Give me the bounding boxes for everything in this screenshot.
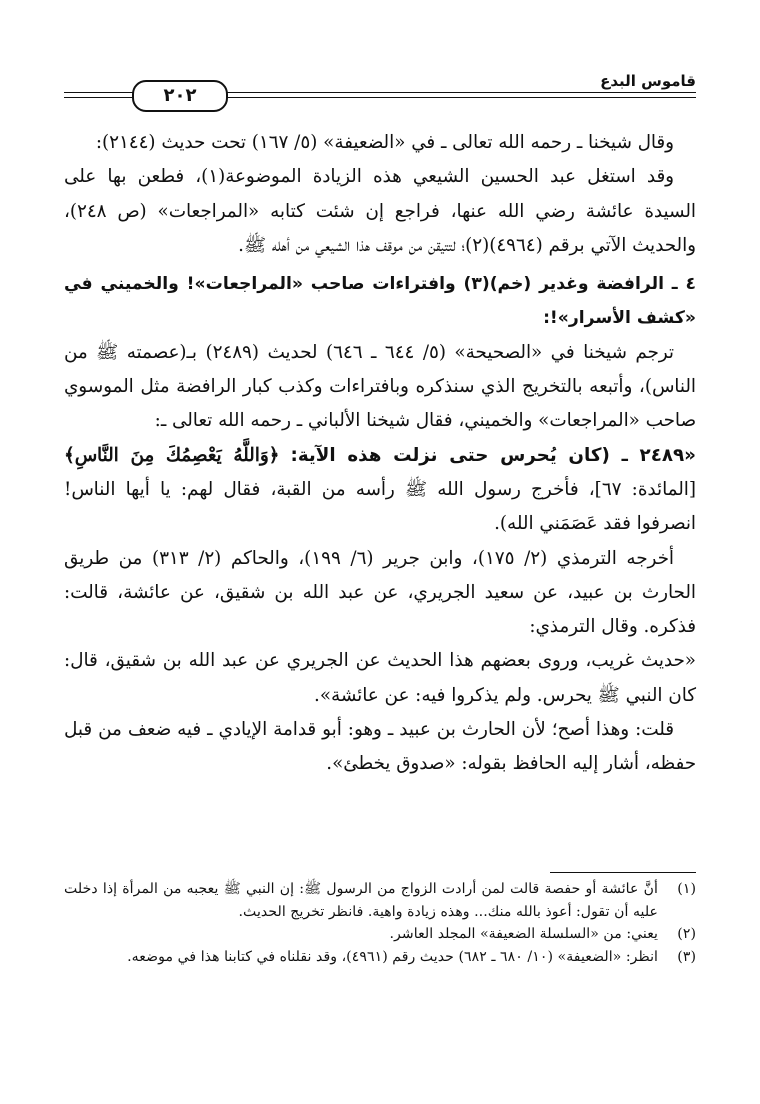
- section-heading: ٤ ـ الرافضة وغدير (خم)(٣) وافتراءات صاحب «المراجعات»! والخميني في «كشف الأسرار»!:: [64, 274, 697, 329]
- quote-paragraph: «حديث غريب، وروى بعضهم هذا الحديث عن الجريري عن عبد الله بن شقيق، قال: كان النبي ﷺ يحرس. ولم يذكروا فيه: عن عائشة».: [64, 650, 696, 706]
- footnote: [64, 923, 696, 946]
- quran-verse: ﴿وَاللَّهُ يَعْصِمُكَ مِنَ النَّاسِ﴾: [64, 444, 280, 466]
- footnote-number: (٢): [677, 926, 696, 942]
- footnote-number: (٣): [677, 948, 696, 965]
- paragraph: ترجم شيخنا في «الصحيحة» (٥/ ٦٤٤ ـ ٦٤٦) لحديث (٢٤٨٩) بـ(عصمته ﷺ من الناس)، وأتبعه بالتخريج الذي سنذكره وبافتراءات وكذب كبار الرافضة مثل الموسوي صاحب «المراجعات» والخميني، فقال شيخنا الألباني ـ رحمه الله تعالى ـ:: [64, 341, 696, 432]
- running-title: قاموس البدع: [600, 72, 696, 90]
- page-header: [64, 70, 696, 118]
- paragraph: قلت: وهذا أصح؛ لأن الحارث بن عبيد ـ وهو: أبو قدامة الإيادي ـ فيه ضعف من قبل حفظه، أشار إليه الحافظ بقوله: «صدوق يخطئ».: [64, 719, 696, 775]
- footnote-separator: [550, 872, 696, 873]
- hadith-text: [المائدة: ٦٧]، فأخرج رسول الله ﷺ رأسه من القبة، فقال لهم: يا أيها الناس! انصرفوا فقد عَصَمَني الله).: [64, 478, 697, 535]
- hadith-heading: «٢٤٨٩ ـ (كان يُحرس حتى نزلت هذه الآية:: [290, 444, 696, 466]
- paragraph: أخرجه الترمذي (٢/ ١٧٥)، وابن جرير (٦/ ١٩٩)، والحاكم (٢/ ٣١٣) من طريق الحارث بن عبيد، عن سعيد الجريري، عن عبد الله بن شقيق، عن عائشة، قالت: فذكره. وقال الترمذي:: [64, 547, 696, 638]
- footnote-text: أنَّ عائشة أو حفصة قالت لمن أرادت الزواج من الرسول ﷺ: إن النبي ﷺ يعجبه من المرأة إذا دخلت عليه أن تقول: أعوذ بالله منك... وهذه زيادة واهية. فانظر تخريج الحديث.: [64, 881, 658, 920]
- paragraph: وقال شيخنا ـ رحمه الله تعالى ـ في «الضعيفة» (٥/ ١٦٧) تحت حديث (٢١٤٤):: [95, 132, 674, 153]
- footnote: [64, 946, 696, 969]
- footnotes: [64, 878, 696, 968]
- footnote-text: يعني: من «السلسلة الضعيفة» المجلد العاشر.: [389, 926, 658, 942]
- page-number: ٢٠٢: [132, 80, 228, 112]
- footnote-text: انظر: «الضعيفة» (١٠/ ٦٨٠ ـ ٦٨٢) حديث رقم (٤٩٦١)، وقد نقلناه في كتابنا هذا في موضعه.: [127, 948, 658, 965]
- footnote-number: (١): [677, 881, 696, 897]
- hadith-block: [64, 439, 696, 542]
- main-text: [64, 126, 696, 782]
- footnote: [64, 878, 696, 923]
- paragraph: وقد استغل عبد الحسين الشيعي هذه الزيادة الموضوعة(١)، فطعن بها على السيدة عائشة رضي الله عنها، فراجع إن شئت كتابه «المراجعات» (ص ٢٤٨)، والحديث الآتي برقم (٤٩٦٤)(٢)؛ لتتيقن من موقف هذا الشيعي من أهله ﷺ.: [64, 166, 696, 256]
